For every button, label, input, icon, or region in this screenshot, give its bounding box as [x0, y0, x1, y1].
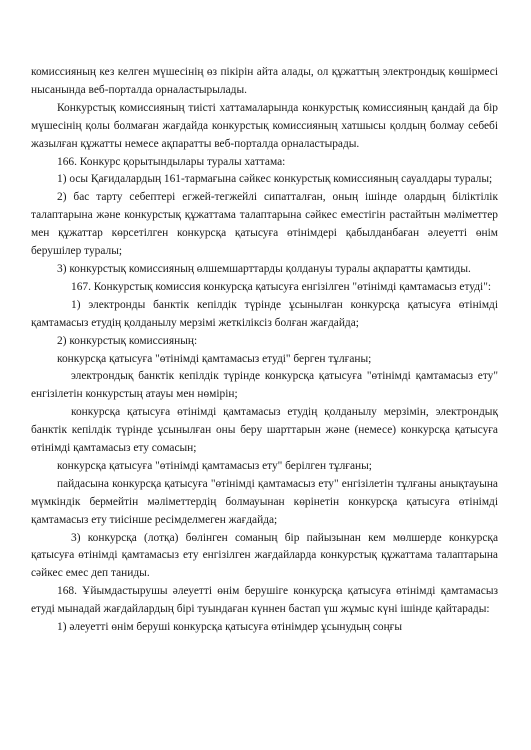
document-body	[31, 64, 498, 637]
clause-166-heading: 166. Конкурс қорытындылары туралы хаттама:	[57, 155, 286, 168]
clause-166-item-2: 2) бас тарту себептері егжей-тегжейлі сипатталған, оның ішінде олардың біліктілік талаптарына және конкурстық құжаттама талаптарына сәйкес еместігін растайтын мәліметтер мен құжаттар көрсетілген конкурсқа қатысуға өтінімдері қабылданбаған әлеуетті өнім берушілер туралы;	[31, 191, 498, 258]
paragraph-continuation: комиссияның кез келген мүшесінің өз пікірін айта алады, ол құжаттың электрондық көшірмесі нысанында веб-порталда орналастырылады.	[31, 66, 498, 96]
clause-167-item-2: 2) конкурстық комиссияның:	[57, 334, 198, 347]
clause-166-item-3: 3) конкурстық комиссияның өлшемшарттарды қолдануы туралы ақпаратты қамтиды.	[57, 262, 471, 275]
clause-167-item-3: 3) конкурсқа (лотқа) бөлінген соманың бір пайызынан кем мөлшерде конкурсқа қатысуға өтінімді қамтамасыз ету енгізілген жағдайларда конкурстық құжаттама талаптарына сәйкес емес деп таниды.	[31, 531, 498, 580]
clause-167-item-2-person: конкурсқа қатысуға "өтінімді қамтамасыз етуді" берген тұлғаны;	[57, 352, 372, 365]
clause-168-item-1: 1) әлеуетті өнім беруші конкурсқа қатысуға өтінімдер ұсынудың соңғы	[57, 621, 402, 634]
clause-167-item-2-beneficiary: пайдасына конкурсқа қатысуға "өтінімді қамтамасыз ету" енгізілетін тұлғаны анықтауына мүмкіндік бермейтін мәліметтердің болмауынан көрінетін конкурсқа қатысуға өтінімді қамтамасыз ету тиісінше ресімделмеген жағдайда;	[31, 477, 498, 526]
paragraph-commission-signature: Конкурстық комиссияның тиісті хаттамаларында конкурстық комиссияның қандай да бір мүшесінің қолы болмаған жағдайда конкурстық комиссияның хатшысы қолдың болмау себебі жазылған құжатты немесе ақпаратты веб-порталда орналастырады.	[31, 101, 498, 150]
clause-167-heading: 167. Конкурстық комиссия конкурсқа қатысуға енгізілген "өтінімді қамтамасыз етуді":	[71, 280, 492, 293]
clause-166-item-1: 1) осы Қағидалардың 161-тармағына сәйкес конкурстық комиссияның сауалдары туралы;	[57, 173, 493, 186]
clause-167-item-2-name-number: электрондық банктік кепілдік түрінде конкурсқа қатысуға "өтінімді қамтамасыз ету" енгізілетін конкурстың атауы мен нөмірін;	[31, 370, 498, 401]
clause-167-item-1: 1) электронды банктік кепілдік түрінде ұсынылған конкурсқа қатысуға өтінімді қамтамасыз етудің қолданылу мерзімі жеткіліксіз болған жағдайда;	[31, 298, 498, 329]
clause-167-item-2-term-amount: конкурсқа қатысуға өтінімді қамтамасыз етудің қолданылу мерзімін, электрондық банктік кепілдік түрінде ұсынылған оны беру шарттарын және (немесе) конкурсқа қатысуға өтінімді қамтамасыз ету сомасын;	[31, 406, 498, 455]
clause-167-item-2-issued-person: конкурсқа қатысуға "өтінімді қамтамасыз ету" берілген тұлғаны;	[57, 459, 372, 472]
clause-168-heading: 168. Ұйымдастырушы әлеуетті өнім берушіге конкурсқа қатысуға өтінімді қамтамасыз етуді мынадай жағдайлардың бірі туындаған күннен бастап үш жұмыс күні ішінде қайтарады:	[31, 585, 498, 616]
